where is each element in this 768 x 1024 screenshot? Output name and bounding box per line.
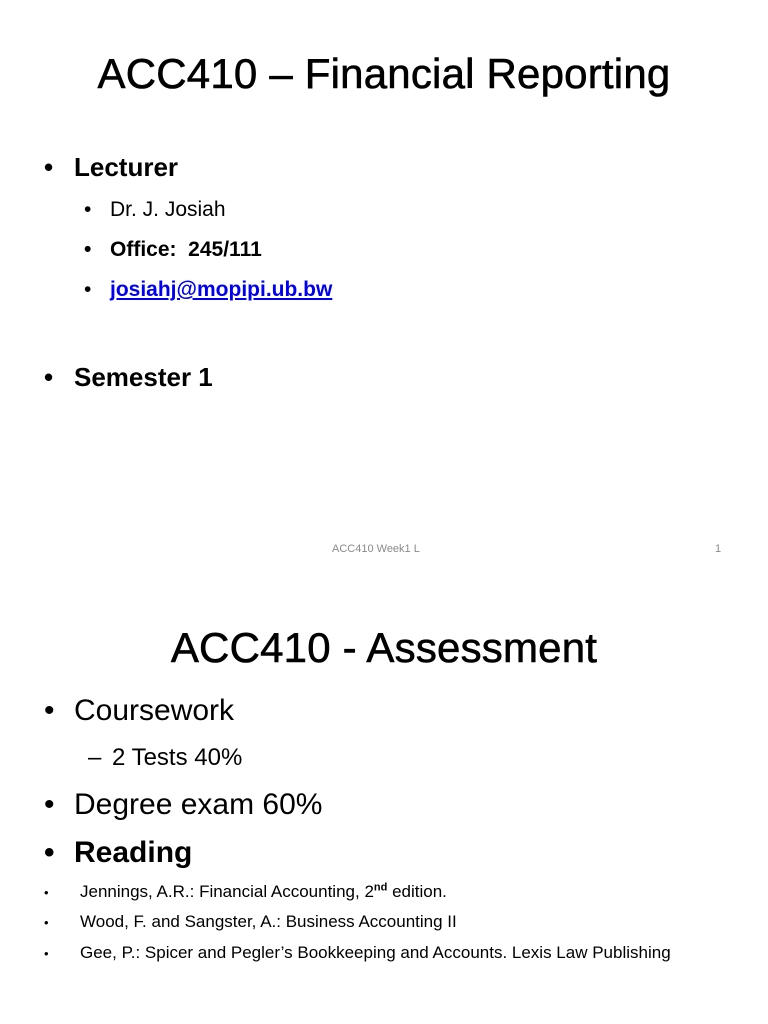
reading-bullet: • Reading (44, 836, 193, 869)
lecturer-name: Dr. J. Josiah (110, 198, 226, 221)
coursework-label: Coursework (74, 694, 235, 727)
office-bullet: • Office: 245/111 (84, 238, 262, 261)
reading-label: Reading (74, 836, 193, 869)
reading-item-text: Jennings, A.R.: Financial Accounting, 2nd edition. (80, 881, 447, 901)
reading-item-text: Wood, F. and Sangster, A.: Business Accounting II (80, 912, 457, 931)
degree-exam-bullet: • Degree exam 60% (44, 788, 323, 821)
tests-bullet: – 2 Tests 40% (88, 744, 243, 771)
office-text: Office: 245/111 (110, 238, 262, 261)
tests-text: 2 Tests 40% (112, 744, 243, 771)
email-bullet: • josiahj@mopipi.ub.bw (84, 278, 333, 301)
slide-2 (0, 588, 768, 1024)
lecturer-bullet: • Lecturer (44, 152, 179, 182)
semester-bullet: • Semester 1 (44, 362, 213, 392)
email-link[interactable]: josiahj@mopipi.ub.bw (110, 278, 333, 301)
slide-number: 1 (715, 543, 722, 555)
semester-label: Semester 1 (74, 362, 213, 392)
lecturer-label: Lecturer (74, 152, 179, 182)
slide-footer: ACC410 Week1 L (332, 543, 420, 555)
slide-1-title: ACC410 – Financial Reporting (97, 50, 671, 97)
coursework-bullet: • Coursework (44, 694, 235, 727)
reading-item: • Wood, F. and Sangster, A.: Business Accounting II (44, 912, 457, 931)
reading-item-text: Gee, P.: Spicer and Pegler’s Bookkeeping and Accounts. Lexis Law Publishing (80, 943, 671, 962)
reading-item: • Gee, P.: Spicer and Pegler’s Bookkeeping and Accounts. Lexis Law Publishing (44, 943, 671, 962)
slide-2-title: ACC410 - Assessment (170, 624, 598, 671)
reading-item: • Jennings, A.R.: Financial Accounting, 2nd edition. (44, 881, 447, 901)
lecturer-name-bullet: • Dr. J. Josiah (84, 198, 226, 221)
degree-exam-text: Degree exam 60% (74, 788, 323, 821)
